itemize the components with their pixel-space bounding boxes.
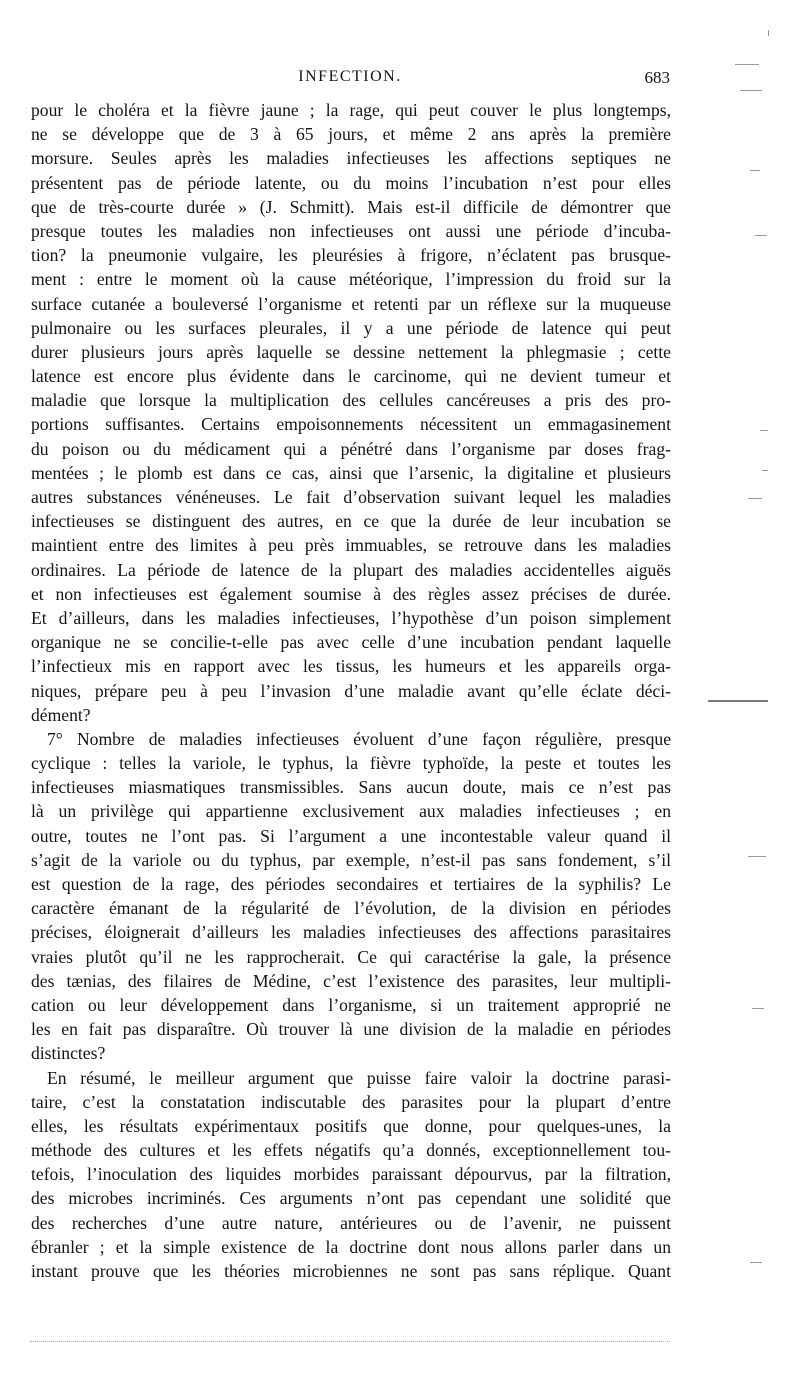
margin-mark xyxy=(750,1262,762,1263)
text-line: cyclique : telles la variole, le typhus, la fièvre typhoïde, la peste et toutes les xyxy=(31,753,671,774)
text-line: morsure. Seules après les maladies infectieuses les affections septiques ne xyxy=(31,148,671,169)
text-line: l’infectieux mis en rapport avec les tissus, les humeurs et les appareils orga- xyxy=(31,656,671,677)
text-line: latence est encore plus évidente dans le carcinome, qui ne devient tumeur et xyxy=(31,366,671,387)
text-line: Et d’ailleurs, dans les maladies infectieuses, l’hypothèse d’un poison simplement xyxy=(31,607,671,628)
text-line: s’agit de la variole ou du typhus, par exemple, n’est-il pas sans fondement, s’il xyxy=(31,849,671,870)
text-line: des tænias, des filaires de Médine, c’est l’existence des parasites, leur multipli- xyxy=(31,970,671,991)
text-line: niques, prépare peu à peu l’invasion d’une maladie avant qu’elle éclate déci- xyxy=(31,680,671,701)
page-number: 683 xyxy=(644,68,670,87)
text-line: tefois, l’inoculation des liquides morbides paraissant dépourvus, par la filtration, xyxy=(31,1164,671,1185)
text-line: infectieuses se distinguent des autres, en ce que la durée de leur incubation se xyxy=(31,511,671,532)
text-line: 7° Nombre de maladies infectieuses évoluent d’une façon régulière, presque xyxy=(47,728,671,749)
margin-mark xyxy=(755,235,767,236)
text-line: instant prouve que les théories microbiennes ne sont pas sans réplique. Quant xyxy=(31,1261,671,1281)
text-line: caractère émanant de la régularité de l’évolution, de la division en périodes xyxy=(31,898,671,919)
text-line: mentées ; le plomb est dans ce cas, ainsi que l’arsenic, la digitaline et plusieurs xyxy=(31,462,671,483)
margin-mark xyxy=(752,1008,764,1009)
running-title: INFECTION. xyxy=(298,68,402,85)
text-line: là un privilège qui appartienne exclusivement aux maladies infectieuses ; en xyxy=(31,801,671,822)
text-line: taire, c’est la constatation indiscutable des parasites pour la plupart d’entre xyxy=(31,1091,671,1112)
text-line: maintient entre des limites à peu près immuables, se retrouve dans les maladies xyxy=(31,535,671,556)
text-line: pulmonaire ou les surfaces pleurales, il y a une période de latence qui peut xyxy=(31,317,671,338)
footer-rule xyxy=(30,1341,670,1342)
margin-mark xyxy=(762,470,768,471)
text-line: ne se développe que de 3 à 65 jours, et même 2 ans après la première xyxy=(31,124,671,145)
text-line: les en fait pas disparaître. Où trouver là une division de la maladie en périodes xyxy=(31,1019,671,1040)
text-line: organique ne se concilie-t-elle pas avec celle d’une incubation pendant laquelle xyxy=(31,632,671,653)
text-line: outre, toutes ne l’ont pas. Si l’argument a une incontestable valeur quand il xyxy=(31,825,671,846)
margin-mark xyxy=(748,856,766,857)
text-line: précises, éloignerait d’ailleurs les maladies infectieuses des affections parasitaires xyxy=(31,922,671,943)
text-line: infectieuses miasmatiques transmissibles. Sans aucun doute, mais ce n’est pas xyxy=(31,777,671,798)
text-line: portions suffisantes. Certains empoisonnements nécessitent un emmagasinement xyxy=(31,414,671,435)
margin-mark xyxy=(748,498,762,499)
text-line: méthode des cultures et les effets négatifs qu’a donnés, exceptionnellement tou- xyxy=(31,1140,671,1161)
text-line: cation ou leur développement dans l’organisme, si un traitement approprié ne xyxy=(31,994,671,1015)
text-line: dément? xyxy=(31,704,91,725)
text-line: autres substances vénéneuses. Le fait d’observation suivant lequel les maladies xyxy=(31,487,671,507)
text-line: est question de la rage, des périodes secondaires et tertiaires de la syphilis? Le xyxy=(31,874,671,894)
text-line: et non infectieuses est également soumise à des règles assez précises de durée. xyxy=(31,583,671,604)
text-line: durer plusieurs jours après laquelle se dessine nettement la phlegmasie ; cette xyxy=(31,341,671,362)
text-line: elles, les résultats expérimentaux positifs que donne, pour quelques-unes, la xyxy=(31,1115,671,1136)
text-line: que de très-courte durée » (J. Schmitt). Mais est-il difficile de démontrer que xyxy=(31,196,671,217)
margin-mark xyxy=(750,170,760,171)
margin-mark xyxy=(760,430,768,431)
text-line: ébranler ; et la simple existence de la doctrine dont nous allons parler dans un xyxy=(31,1236,671,1257)
text-line: distinctes? xyxy=(31,1043,106,1064)
text-line: presque toutes les maladies non infectieuses ont aussi une période d’incuba- xyxy=(31,220,671,241)
text-line: En résumé, le meilleur argument que puisse faire valoir la doctrine parasi- xyxy=(47,1067,671,1088)
text-line: vraies plutôt qu’il ne les rapprocherait. Ce qui caractérise la gale, la présence xyxy=(31,946,671,967)
margin-mark xyxy=(768,30,769,36)
text-line: maladie que lorsque la multiplication des cellules cancéreuses a pris des pro- xyxy=(31,390,671,411)
running-header xyxy=(30,68,670,92)
text-line: surface cutanée a bouleversé l’organisme et retenti par un réflexe sur la muqueuse xyxy=(31,293,671,314)
text-line: tion? la pneumonie vulgaire, les pleurésies à frigore, n’éclatent pas brusque- xyxy=(31,245,671,266)
margin-mark xyxy=(735,64,759,65)
text-line: des microbes incriminés. Ces arguments n’ont pas cependant une solidité que xyxy=(31,1188,671,1209)
margin-mark xyxy=(740,90,762,91)
text-line: ordinaires. La période de latence de la plupart des maladies accidentelles aiguës xyxy=(31,559,671,580)
margin-mark xyxy=(708,700,768,702)
text-body xyxy=(31,98,671,1283)
text-line: présentent pas de période latente, ou du moins l’incubation n’est pour elles xyxy=(31,172,671,193)
text-line: du poison ou du médicament qui a pénétré dans l’organisme par doses frag- xyxy=(31,438,671,459)
text-line: pour le choléra et la fièvre jaune ; la rage, qui peut couver le plus longtemps, xyxy=(31,100,671,120)
text-line: ment : entre le moment où la cause météorique, l’impression du froid sur la xyxy=(31,269,671,290)
text-line: des recherches d’une autre nature, antérieures ou de l’avenir, ne puissent xyxy=(31,1212,671,1233)
